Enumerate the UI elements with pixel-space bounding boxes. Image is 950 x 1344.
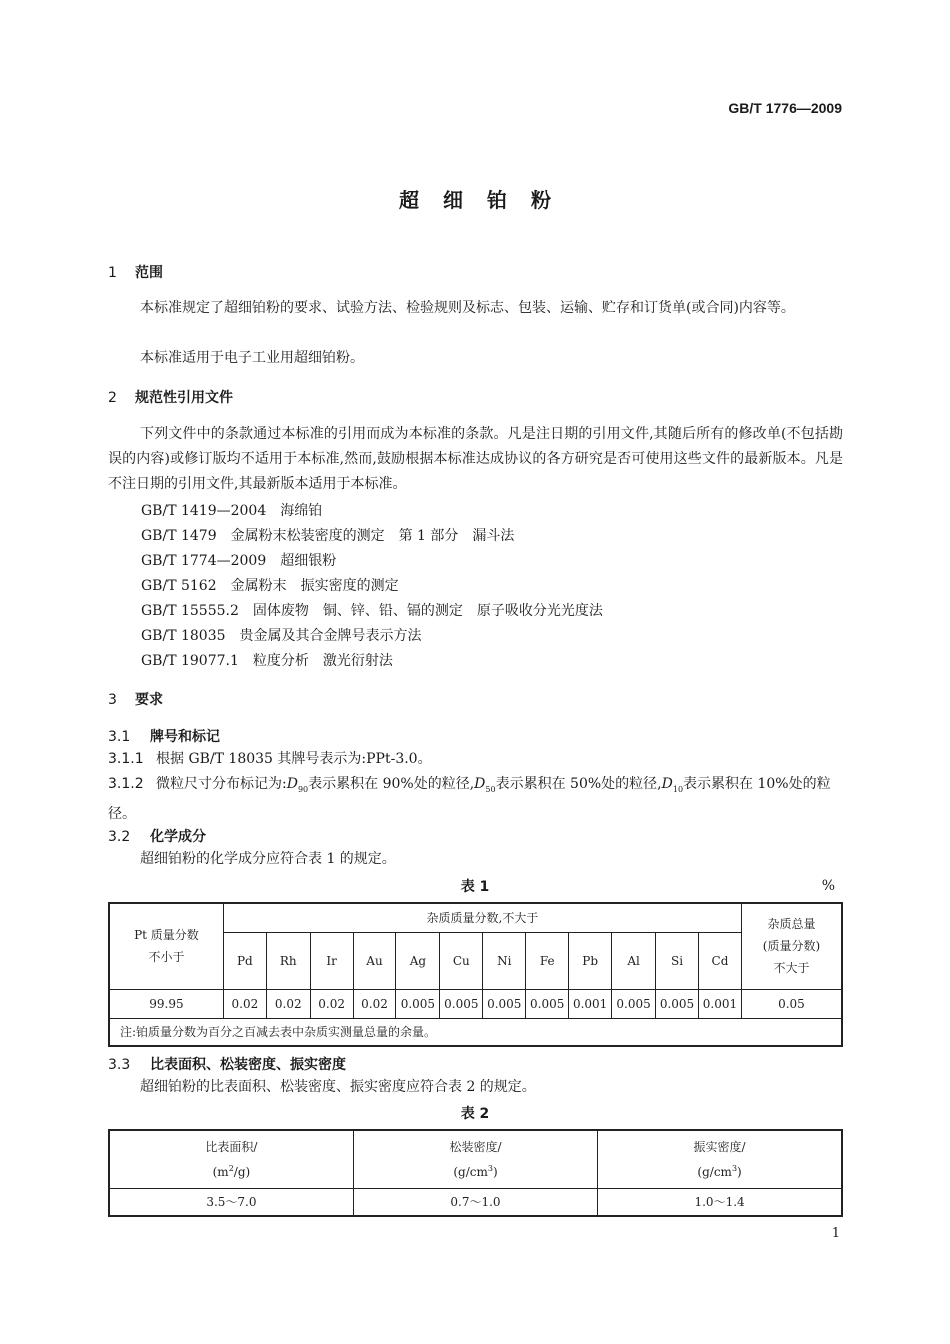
clause-number: 3.1.2 xyxy=(108,776,144,792)
subsection-3-3-text: 超细铂粉的比表面积、松装密度、振实密度应符合表 2 的规定。 xyxy=(140,1079,536,1095)
section-title: 范围 xyxy=(135,265,163,281)
subsection-3-3-heading xyxy=(108,1054,346,1074)
subsection-3-2-text: 超细铂粉的化学成分应符合表 1 的规定。 xyxy=(140,851,396,867)
element-header-cell: Al xyxy=(612,932,656,989)
pt-value-cell: 99.95 xyxy=(109,989,223,1018)
section-title: 要求 xyxy=(135,692,163,708)
element-value-cell: 0.02 xyxy=(266,989,310,1018)
page-number: 1 xyxy=(831,1226,840,1241)
table-1-note: 注:铂质量分数为百分之百减去表中杂质实测量总量的余量。 xyxy=(109,1018,842,1046)
subsection-title: 比表面积、松装密度、振实密度 xyxy=(150,1057,346,1073)
table-row xyxy=(109,989,842,1018)
element-header-cell: Ag xyxy=(396,932,440,989)
element-header-cell: Cu xyxy=(440,932,483,989)
element-value-cell: 0.02 xyxy=(223,989,266,1018)
element-header-cell: Rh xyxy=(266,932,310,989)
reference-item: GB/T 18035 贵金属及其合金牌号表示方法 xyxy=(141,628,422,644)
subsection-number: 3.2 xyxy=(108,829,131,845)
section-1-paragraph-2: 本标准适用于电子工业用超细铂粉。 xyxy=(140,350,364,366)
subsection-title: 化学成分 xyxy=(150,829,206,845)
element-value-cell: 0.005 xyxy=(483,989,526,1018)
section-number: 2 xyxy=(108,390,117,406)
element-value-cell: 0.005 xyxy=(440,989,483,1018)
element-value-cell: 0.005 xyxy=(526,989,569,1018)
subsection-number: 3.3 xyxy=(108,1057,131,1073)
subsection-number: 3.1 xyxy=(108,729,131,745)
impurity-header-cell: 杂质质量分数,不大于 xyxy=(223,903,741,932)
reference-item: GB/T 1774—2009 超细银粉 xyxy=(141,553,337,569)
section-2-heading xyxy=(108,387,233,407)
section-number: 3 xyxy=(108,692,117,708)
clause-text: 根据 GB/T 18035 其牌号表示为:PPt-3.0。 xyxy=(156,751,432,767)
document-title: 超细铂粉 xyxy=(399,188,575,212)
pt-header-cell: Pt 质量分数 不小于 xyxy=(109,903,223,989)
tap-density-header: 振实密度/ $(g/cm^3)$ xyxy=(598,1130,842,1188)
element-header-cell: Fe xyxy=(526,932,569,989)
table-1 xyxy=(108,902,843,1047)
element-header-cell: Ni xyxy=(483,932,526,989)
clause-number: 3.1.1 xyxy=(108,751,144,767)
table-2-caption: 表 2 xyxy=(460,1106,490,1122)
reference-item: GB/T 5162 金属粉末 振实密度的测定 xyxy=(141,578,399,594)
section-2-paragraph: 下列文件中的条款通过本标准的引用而成为本标准的条款。凡是注日期的引用文件,其随后所有的修改单(不包括勘误的内容)或修订版均不适用于本标准,然而,鼓励根据本标准达成协议的各方研究是否可使用这些文件的最新版本。凡是不注日期的引用文件,其最新版本适用于本标准。 xyxy=(108,426,843,492)
total-impurity-header-cell: 杂质总量 (质量分数) 不大于 xyxy=(741,903,842,989)
specific-surface-header: 比表面积/ $(m^2/g)$ xyxy=(109,1130,353,1188)
subsection-3-1-heading xyxy=(108,726,220,746)
section-1-paragraph-1: 本标准规定了超细铂粉的要求、试验方法、检验规则及标志、包装、运输、贮存和订货单(或合同)内容等。 xyxy=(140,300,795,316)
specific-surface-value: 3.5～7.0 xyxy=(109,1188,353,1216)
table-row xyxy=(109,1188,842,1216)
apparent-density-value: 0.7～1.0 xyxy=(353,1188,597,1216)
element-value-cell: 0.005 xyxy=(612,989,656,1018)
reference-item: GB/T 1479 金属粉末松装密度的测定 第 1 部分 漏斗法 xyxy=(141,528,515,544)
section-1-heading xyxy=(108,262,163,282)
element-header-cell: Si xyxy=(656,932,699,989)
tap-density-value: 1.0～1.4 xyxy=(598,1188,842,1216)
apparent-density-header: 松装密度/ $(g/cm^3)$ xyxy=(353,1130,597,1188)
element-value-cell: 0.02 xyxy=(310,989,353,1018)
reference-item: GB/T 15555.2 固体废物 铜、锌、铅、镉的测定 原子吸收分光光度法 xyxy=(141,603,603,619)
element-header-cell: Au xyxy=(353,932,396,989)
subsection-title: 牌号和标记 xyxy=(150,729,220,745)
clause-3-1-2: 3.1.2 微粒尺寸分布标记为$:D_{90}$表示累积在 90%处的粒径$,D_{50}$表示累积在 50%处的粒径$,D_{10}$表示累积在 10%处的粒径。 xyxy=(108,772,843,827)
element-header-cell: Pb xyxy=(569,932,612,989)
reference-item: GB/T 1419—2004 海绵铂 xyxy=(141,503,323,519)
section-title: 规范性引用文件 xyxy=(135,390,233,406)
total-value-cell: 0.05 xyxy=(741,989,842,1018)
element-value-cell: 0.005 xyxy=(656,989,699,1018)
element-header-cell: Cd xyxy=(698,932,741,989)
table-1-caption: 表 1 xyxy=(460,879,490,895)
element-value-cell: 0.005 xyxy=(396,989,440,1018)
standard-number: GB/T 1776—2009 xyxy=(728,100,842,116)
element-value-cell: 0.001 xyxy=(698,989,741,1018)
reference-item: GB/T 19077.1 粒度分析 激光衍射法 xyxy=(141,653,393,669)
clause-3-1-1 xyxy=(108,747,843,772)
element-value-cell: 0.001 xyxy=(569,989,612,1018)
element-value-cell: 0.02 xyxy=(353,989,396,1018)
section-number: 1 xyxy=(108,265,117,281)
element-header-cell: Pd xyxy=(223,932,266,989)
subsection-3-2-heading xyxy=(108,826,206,846)
table-1-unit: % xyxy=(821,878,835,894)
table-2 xyxy=(108,1129,843,1217)
element-header-cell: Ir xyxy=(310,932,353,989)
section-3-heading xyxy=(108,689,163,709)
